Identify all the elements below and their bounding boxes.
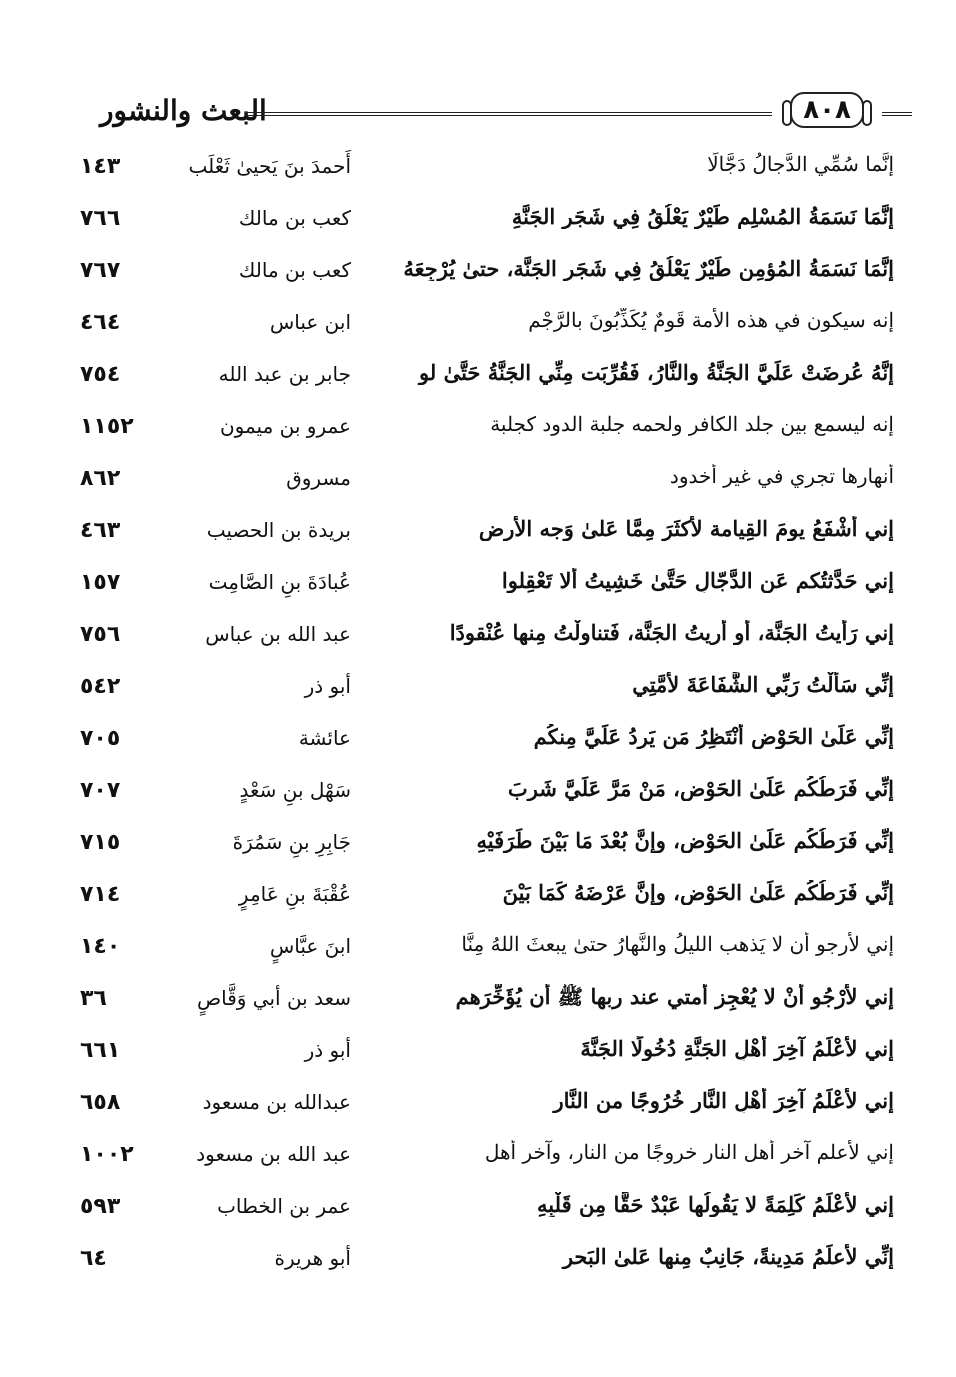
page-reference: ٣٦ <box>80 986 107 1011</box>
narrator-name: عُبادَةَ بنِ الصَّامِت <box>208 570 351 594</box>
index-row <box>0 876 956 928</box>
narrator-name: أَحمدَ بنَ يَحيىٰ ثَعْلَب <box>188 154 351 178</box>
narrator-name: جابر بن عبد الله <box>218 362 351 386</box>
page-reference: ٥٩٣ <box>80 1194 121 1219</box>
page-reference: ٧٦٦ <box>80 206 121 231</box>
narrator-name: كعب بن مالك <box>238 206 351 230</box>
page-reference: ١٤٠ <box>80 934 121 959</box>
hadith-text: إني لأرجو أن لا يَذهب الليلُ والنَّهارُ حتىٰ يبعثَ اللهُ مِنَّا <box>461 932 894 956</box>
index-row <box>0 304 956 356</box>
hadith-text: إنه ليسمع بين جلد الكافر ولحمه جلبة الدود كجلبة <box>490 412 894 436</box>
index-row <box>0 980 956 1032</box>
page-reference: ١٤٣ <box>80 154 121 179</box>
index-row <box>0 148 956 200</box>
page-reference: ٥٤٢ <box>80 674 121 699</box>
hadith-text: إِنِّي فَرَطُكُم عَلَىٰ الحَوْضِ، وإِنَّ عَرْضَهُ كَمَا بَيْنَ <box>502 880 894 905</box>
page-reference: ١١٥٢ <box>80 414 134 439</box>
index-row <box>0 772 956 824</box>
page-reference: ٧٠٥ <box>80 726 121 751</box>
page-reference: ٨٦٢ <box>80 466 121 491</box>
page-reference: ٧١٤ <box>80 882 121 907</box>
index-row <box>0 252 956 304</box>
narrator-name: سعد بن أبي وَقَّاصٍ <box>196 986 351 1010</box>
index-row <box>0 408 956 460</box>
index-row <box>0 1136 956 1188</box>
index-row <box>0 356 956 408</box>
index-row <box>0 460 956 512</box>
hadith-text: إني لأعْلَمُ آخِرَ أَهْلِ الجَنَّةِ دُخُولًا الجَنَّةَ <box>580 1036 894 1061</box>
narrator-name: أبو هريرة <box>274 1246 351 1270</box>
running-title: البعث والنشور <box>100 94 267 127</box>
narrator-name: أبو ذر <box>304 674 351 698</box>
narrator-name: ابن عباس <box>269 310 351 334</box>
index-row <box>0 1032 956 1084</box>
page-reference: ٦٥٨ <box>80 1090 121 1115</box>
page-header <box>70 88 912 144</box>
hadith-text: إني أَشْفَعُ يومَ القِيامة لأكثَرَ مِمَّا عَلىٰ وَجه الأرض <box>478 516 894 541</box>
page-reference: ٧٠٧ <box>80 778 121 803</box>
hadith-text: إني لأعْلَمُ كَلِمَةً لا يَقُولُها عَبْدٌ حَقًّا مِن قَلْبِهِ <box>537 1192 894 1217</box>
narrator-name: عبدالله بن مسعود <box>202 1090 351 1114</box>
header-rule-right <box>882 112 912 116</box>
narrator-name: عُقْبَةَ بنِ عَامِرٍ <box>238 882 351 906</box>
narrator-name: جَابِرِ بنِ سَمُرَةَ <box>232 830 351 854</box>
page-reference: ٧٥٤ <box>80 362 121 387</box>
hadith-text: إِنِّي سَأَلْتُ رَبِّي الشَّفَاعَةَ لأُمَّتِي <box>632 672 894 697</box>
hadith-text: إِنَّمَا نَسَمَةُ المُؤمِنِ طَيْرٌ يَعْلُقُ فِي شَجَرِ الجَنَّة، حتىٰ يُرْجِعَهُ <box>403 256 894 281</box>
hadith-text: إِنَّما سُمِّي الدَّجالُ دَجَّالًا <box>707 152 894 176</box>
narrator-name: بريدة بن الحصيب <box>206 518 351 542</box>
hadith-text: إني لأرْجُو أَنْ لا يُعْجِز أمتي عند ربها ﷺ أن يُؤَخِّرَهم <box>455 984 894 1009</box>
narrator-name: عائشة <box>298 726 351 750</box>
index-row <box>0 512 956 564</box>
hadith-text: إِنِّي فَرَطُكُم عَلَىٰ الحَوْضِ، مَنْ مَرَّ عَلَيَّ شَرِبَ <box>507 776 894 801</box>
hadith-text: إِنِّي لأعلَمُ مَدِينةً، جَانِبٌ مِنها عَلىٰ البَحرِ <box>562 1244 894 1269</box>
hadith-text: إِنَّمَا نَسَمَةُ المُسْلِمِ طَيْرٌ يَعْلُقُ فِي شَجَرِ الجَنَّةِ <box>511 204 894 229</box>
hadith-text: إنه سيكون في هذه الأمة قَومٌ يُكَذِّبُونَ بالرَّجْم <box>528 308 894 332</box>
narrator-name: عبد الله بن مسعود <box>196 1142 351 1166</box>
index-row <box>0 564 956 616</box>
page-reference: ٦٦١ <box>80 1038 121 1063</box>
hadith-text: أنهارها تجري في غير أخدود <box>669 464 894 488</box>
hadith-text: إني رَأيتُ الجَنَّة، أو أُريتُ الجَنَّة، فَتناولْتُ مِنها عُنْقودًا <box>449 620 894 645</box>
index-row <box>0 1188 956 1240</box>
index-row <box>0 1240 956 1292</box>
narrator-name: عمر بن الخطاب <box>217 1194 351 1218</box>
page-reference: ٧٦٧ <box>80 258 121 283</box>
page-reference: ٤٦٣ <box>80 518 121 543</box>
page-reference: ٧٥٦ <box>80 622 121 647</box>
page-number: ٨٠٨ <box>790 92 864 128</box>
index-row <box>0 616 956 668</box>
page-reference: ١٠٠٢ <box>80 1142 134 1167</box>
hadith-text: إني لأعلم آخر أهل النار خروجًا من النار، وآخر أهل <box>484 1140 894 1164</box>
index-row <box>0 824 956 876</box>
narrator-name: عمرو بن ميمون <box>219 414 351 438</box>
page-reference: ٦٤ <box>80 1246 107 1271</box>
hadith-text: إِنَّهُ عُرِضَتْ عَلَيَّ الجَنَّةُ والنَّارُ، فَقُرِّبَت مِنِّي الجَنَّةُ حَتَّىٰ لو <box>419 360 894 385</box>
page-reference: ٤٦٤ <box>80 310 121 335</box>
narrator-name: ابنَ عبَّاسٍ <box>269 934 351 958</box>
index-row <box>0 928 956 980</box>
narrator-name: مسروق <box>286 466 351 490</box>
hadith-text: إِني حَدَّثتُكم عَن الدَّجّالِ حَتَّىٰ خَشِيتُ أَلا تَعْقِلوا <box>501 568 894 593</box>
index-row <box>0 720 956 772</box>
narrator-name: سَهْل بنِ سَعْدٍ <box>239 778 351 802</box>
hadith-text: إِنِّي عَلَىٰ الحَوْضِ أَنْتَظِرُ مَن يَرِدُ عَلَيَّ مِنكُم <box>533 724 894 749</box>
index-row <box>0 200 956 252</box>
narrator-name: أبو ذر <box>304 1038 351 1062</box>
narrator-name: كعب بن مالك <box>238 258 351 282</box>
header-rule <box>245 112 772 116</box>
hadith-text: إِنِّي فَرَطُكُم عَلَىٰ الحَوْضِ، وإِنَّ بُعْدَ مَا بَيْنَ طَرَفَيْهِ <box>476 828 894 853</box>
page-reference: ٧١٥ <box>80 830 121 855</box>
narrator-name: عبد الله بن عباس <box>205 622 351 646</box>
page-reference: ١٥٧ <box>80 570 121 595</box>
index-row <box>0 1084 956 1136</box>
hadith-text: إني لأعْلَمُ آخِرَ أَهْلِ النَّارِ خُرُوجًا من النَّار <box>553 1088 894 1113</box>
index-row <box>0 668 956 720</box>
